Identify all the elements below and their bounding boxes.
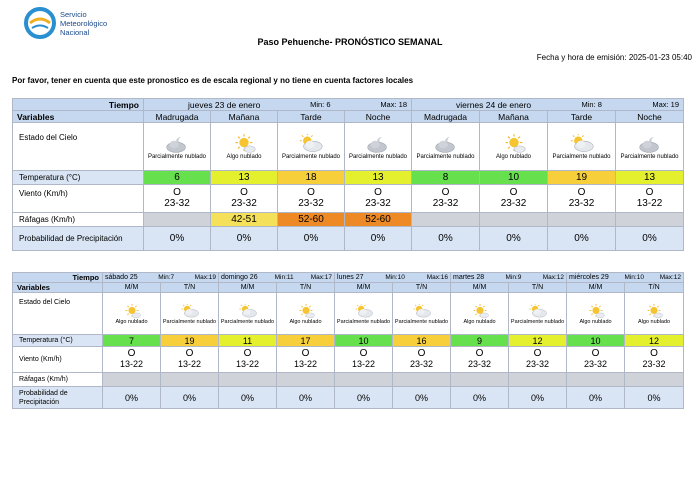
period-header: T/N	[509, 283, 567, 293]
gust-value	[451, 373, 509, 387]
sun-cloud-icon	[295, 304, 317, 319]
page-title: Paso Pehuenche- PRONÓSTICO SEMANAL	[257, 37, 443, 47]
wind-value: O 13-22	[277, 347, 335, 373]
wind-value: O 23-32	[451, 347, 509, 373]
org-name: Servicio Meteorológico Nacional	[60, 10, 108, 37]
sky-label: Estado del Cielo	[13, 293, 103, 335]
period-header: M/M	[451, 283, 509, 293]
cloud-sun-icon	[179, 304, 201, 319]
tiempo-label: Tiempo	[13, 99, 144, 111]
period-header: Noche	[616, 111, 684, 123]
emission-timestamp: Fecha y hora de emisión: 2025-01-23 05:40	[536, 53, 692, 62]
sky-condition-cell: Parcialmente nublado	[509, 293, 567, 335]
cloud-sun-icon	[353, 304, 375, 319]
precip-prob-value: 0%	[509, 387, 567, 409]
gust-label: Ráfagas (Km/h)	[13, 213, 144, 227]
precip-prob-value: 0%	[211, 227, 278, 251]
temp-label: Temperatura (°C)	[13, 335, 103, 347]
wind-label: Viento (Km/h)	[13, 347, 103, 373]
day-header: sábado 25 Min:7 Max:19	[103, 273, 219, 283]
period-header: T/N	[161, 283, 219, 293]
temperature-value: 17	[277, 335, 335, 347]
period-header: M/M	[335, 283, 393, 293]
gust-label: Ráfagas (Km/h)	[13, 373, 103, 387]
gust-value	[412, 213, 480, 227]
forecast-table-days-1-2	[12, 98, 684, 251]
gust-value: 52-60	[345, 213, 412, 227]
cloud-sun-icon	[527, 304, 549, 319]
temperature-value: 11	[219, 335, 277, 347]
precip-prob-value: 0%	[144, 227, 211, 251]
variables-label: Variables	[13, 283, 103, 293]
gust-value	[144, 213, 211, 227]
period-header: Tarde	[548, 111, 616, 123]
wind-value: O 23-32	[278, 185, 345, 213]
sun-cloud-icon	[121, 304, 143, 319]
wind-value: O 23-32	[393, 347, 451, 373]
day-header: lunes 27 Min:10 Max:16	[335, 273, 451, 283]
sky-condition-cell: Algo nublado	[625, 293, 684, 335]
sun-cloud-icon	[500, 134, 528, 154]
sky-condition-cell: Parcialmente nublado	[219, 293, 277, 335]
temperature-value: 13	[616, 171, 684, 185]
tiempo-label: Tiempo	[13, 273, 103, 283]
variables-label: Variables	[13, 111, 144, 123]
period-header: Mañana	[480, 111, 548, 123]
wind-value: O 23-32	[211, 185, 278, 213]
temperature-value: 12	[509, 335, 567, 347]
precip-prob-value: 0%	[345, 227, 412, 251]
precip-prob-value: 0%	[335, 387, 393, 409]
cloud-sun-icon	[297, 134, 325, 154]
wind-value: O 13-22	[335, 347, 393, 373]
gust-value	[335, 373, 393, 387]
day-header: viernes 24 de enero Min: 8 Max: 19	[412, 99, 684, 111]
precip-prob-value: 0%	[219, 387, 277, 409]
gust-value	[219, 373, 277, 387]
precip-prob-value: 0%	[480, 227, 548, 251]
cloud-sun-icon	[568, 134, 596, 154]
period-header: Noche	[345, 111, 412, 123]
sun-cloud-icon	[469, 304, 491, 319]
precip-prob-value: 0%	[548, 227, 616, 251]
wind-value: O 23-32	[144, 185, 211, 213]
temperature-value: 10	[480, 171, 548, 185]
cloud-sun-icon	[237, 304, 259, 319]
sky-condition-cell: Parcialmente nublado	[278, 123, 345, 171]
sun-cloud-icon	[643, 304, 665, 319]
gust-value: 42-51	[211, 213, 278, 227]
wind-value: O 13-22	[161, 347, 219, 373]
sky-condition-cell: Parcialmente nublado	[161, 293, 219, 335]
wind-value: O 23-32	[509, 347, 567, 373]
sky-condition-cell: Algo nublado	[567, 293, 625, 335]
period-header: Tarde	[278, 111, 345, 123]
sky-condition-cell: Parcialmente nublado	[412, 123, 480, 171]
wind-value: O 23-32	[345, 185, 412, 213]
sky-condition-cell: Algo nublado	[103, 293, 161, 335]
wind-value: O 13-22	[103, 347, 161, 373]
gust-value: 52-60	[278, 213, 345, 227]
temperature-value: 13	[211, 171, 278, 185]
precip-prob-value: 0%	[412, 227, 480, 251]
cloud-night-icon	[432, 134, 460, 154]
day-header: domingo 26 Min:11 Max:17	[219, 273, 335, 283]
temperature-value: 9	[451, 335, 509, 347]
prob-label: Probabilidad de Precipitación	[13, 227, 144, 251]
gust-value	[103, 373, 161, 387]
wind-value: O 23-32	[412, 185, 480, 213]
day-header: miércoles 29 Min:10 Max:12	[567, 273, 684, 283]
sky-condition-cell: Parcialmente nublado	[144, 123, 211, 171]
temperature-value: 8	[412, 171, 480, 185]
gust-value	[480, 213, 548, 227]
temperature-value: 19	[548, 171, 616, 185]
day-header: martes 28 Min:9 Max:12	[451, 273, 567, 283]
precip-prob-value: 0%	[278, 227, 345, 251]
gust-value	[625, 373, 684, 387]
period-header: T/N	[625, 283, 684, 293]
temperature-value: 18	[278, 171, 345, 185]
sun-cloud-icon	[585, 304, 607, 319]
temperature-value: 10	[335, 335, 393, 347]
cloud-night-icon	[163, 134, 191, 154]
sky-condition-cell: Algo nublado	[480, 123, 548, 171]
sky-condition-cell: Algo nublado	[451, 293, 509, 335]
gust-value	[393, 373, 451, 387]
precip-prob-value: 0%	[451, 387, 509, 409]
wind-value: O 13-22	[219, 347, 277, 373]
temperature-value: 13	[345, 171, 412, 185]
precip-prob-value: 0%	[567, 387, 625, 409]
wind-value: O 23-32	[480, 185, 548, 213]
precip-prob-value: 0%	[103, 387, 161, 409]
temperature-value: 7	[103, 335, 161, 347]
period-header: Madrugada	[412, 111, 480, 123]
cloud-night-icon	[636, 134, 664, 154]
temperature-value: 6	[144, 171, 211, 185]
sky-condition-cell: Parcialmente nublado	[616, 123, 684, 171]
gust-value	[277, 373, 335, 387]
period-header: Madrugada	[144, 111, 211, 123]
wind-value: O 23-32	[567, 347, 625, 373]
gust-value	[567, 373, 625, 387]
gust-value	[616, 213, 684, 227]
prob-label: Probabilidad de Precipitación	[13, 387, 103, 409]
precip-prob-value: 0%	[616, 227, 684, 251]
period-header: T/N	[393, 283, 451, 293]
wind-value: O 23-32	[625, 347, 684, 373]
sky-label: Estado del Cielo	[13, 123, 144, 171]
sky-condition-cell: Algo nublado	[211, 123, 278, 171]
period-header: M/M	[219, 283, 277, 293]
sun-cloud-icon	[230, 134, 258, 154]
cloud-sun-icon	[411, 304, 433, 319]
period-header: T/N	[277, 283, 335, 293]
temp-label: Temperatura (°C)	[13, 171, 144, 185]
sky-condition-cell: Parcialmente nublado	[335, 293, 393, 335]
forecast-table-days-3-7	[12, 272, 684, 409]
period-header: M/M	[567, 283, 625, 293]
sky-condition-cell: Algo nublado	[277, 293, 335, 335]
gust-value	[548, 213, 616, 227]
period-header: M/M	[103, 283, 161, 293]
sky-condition-cell: Parcialmente nublado	[548, 123, 616, 171]
gust-value	[161, 373, 219, 387]
sky-condition-cell: Parcialmente nublado	[345, 123, 412, 171]
temperature-value: 19	[161, 335, 219, 347]
day-header: jueves 23 de enero Min: 6 Max: 18	[144, 99, 412, 111]
cloud-night-icon	[364, 134, 392, 154]
temperature-value: 10	[567, 335, 625, 347]
precip-prob-value: 0%	[393, 387, 451, 409]
precip-prob-value: 0%	[625, 387, 684, 409]
disclaimer-note: Por favor, tener en cuenta que este pronostico es de escala regional y no tiene en cuenta factores locales	[12, 76, 414, 85]
wind-value: O 13-22	[616, 185, 684, 213]
wind-label: Viento (Km/h)	[13, 185, 144, 213]
sky-condition-cell: Parcialmente nublado	[393, 293, 451, 335]
period-header: Mañana	[211, 111, 278, 123]
temperature-value: 12	[625, 335, 684, 347]
precip-prob-value: 0%	[277, 387, 335, 409]
wind-value: O 23-32	[548, 185, 616, 213]
gust-value	[509, 373, 567, 387]
precip-prob-value: 0%	[161, 387, 219, 409]
temperature-value: 16	[393, 335, 451, 347]
